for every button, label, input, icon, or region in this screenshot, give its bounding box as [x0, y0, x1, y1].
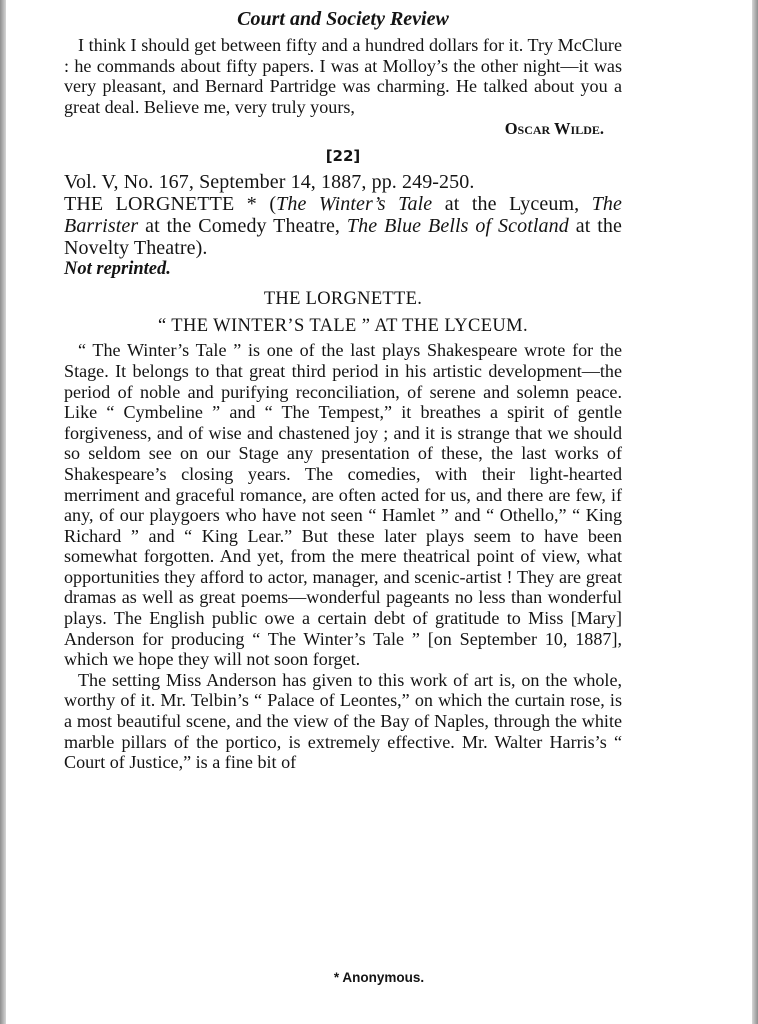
not-reprinted-note: Not reprinted.: [64, 258, 171, 279]
entry-header: [64, 171, 622, 259]
entry-play-1: The Winter’s Tale: [276, 192, 433, 215]
letter-paragraph: I think I should get between fifty and a hundred dollars for it. Try McClure : he commands about fifty papers. I was at Molloy’s the other night—it was very pleasant, and Bernard Partridge was charming. He talked about you a great deal. Believe me, very truly yours,: [64, 35, 622, 117]
page-edge-left: [0, 0, 6, 1024]
entry-asterisk: *: [234, 192, 257, 215]
body-paragraph-2: The setting Miss Anderson has given to this work of art is, on the whole, worthy of it. Mr. Telbin’s “ Palace of Leontes,” on which the curtain rose, is a most beautiful scene, and the view of the Bay of Naples, through the white marble pillars of the portico, is extremely effective. Mr. Walter Harris’s “ Court of Justice,” is a fine bit of: [64, 669, 622, 773]
document-page: [64, 6, 622, 773]
entry-text-2: at the Lyceum,: [432, 192, 592, 215]
body-paragraph-1: “ The Winter’s Tale ” is one of the last plays Shakespeare wrote for the Stage. It belongs to that great third period in his artistic development—the period of noble and purifying reconciliation, of serene and solemn peace. Like “ Cymbeline ” and “ The Tempest,” it breathes a spirit of gentle forgiveness, and of wise and chastened joy ; and it is strange that we should so seldom see on our Stage any presentation of these, the last works of Shakespeare’s closing years. The comedies, with their light-hearted merriment and graceful romance, are often acted for us, and there are few, if any, of our playgoers who have not seen “ Hamlet ” and “ Othello,” “ King Richard ” and “ King Lear.” But these later plays seem to have been somewhat forgotten. And yet, from the mere theatrical point of view, what opportunities they afford to actor, manager, and scenic-artist ! They are great dramas as well as great poems—wonderful pageants no less than wonderful plays. The English public owe a certain debt of gratitude to Miss [Mary] Anderson for producing “ The Winter’s Tale ” [on September 10, 1887], which we hope they will not soon forget.: [64, 340, 622, 670]
entry-play-2: The Barrister: [64, 192, 622, 237]
article-title: THE LORGNETTE.: [263, 289, 423, 310]
letter-signature: Oscar Wilde.: [504, 119, 604, 139]
entry-text-4: at the Novelty Theatre).: [64, 214, 622, 259]
page-edge-right: [752, 0, 758, 1024]
footnote: * Anonymous.: [333, 970, 425, 985]
entry-text-3: at the Comedy Theatre,: [138, 214, 347, 237]
article-subtitle: “ THE WINTER’S TALE ” AT THE LYCEUM.: [157, 315, 529, 336]
entry-text-1: (: [256, 192, 277, 215]
running-head: Court and Society Review: [237, 8, 449, 30]
entry-play-3: The Blue Bells of Scotland: [346, 214, 569, 237]
entry-number: [22]: [325, 146, 361, 165]
entry-title: THE LORGNETTE: [64, 192, 235, 215]
entry-citation: Vol. V, No. 167, September 14, 1887, pp. 249-250.: [64, 170, 475, 193]
